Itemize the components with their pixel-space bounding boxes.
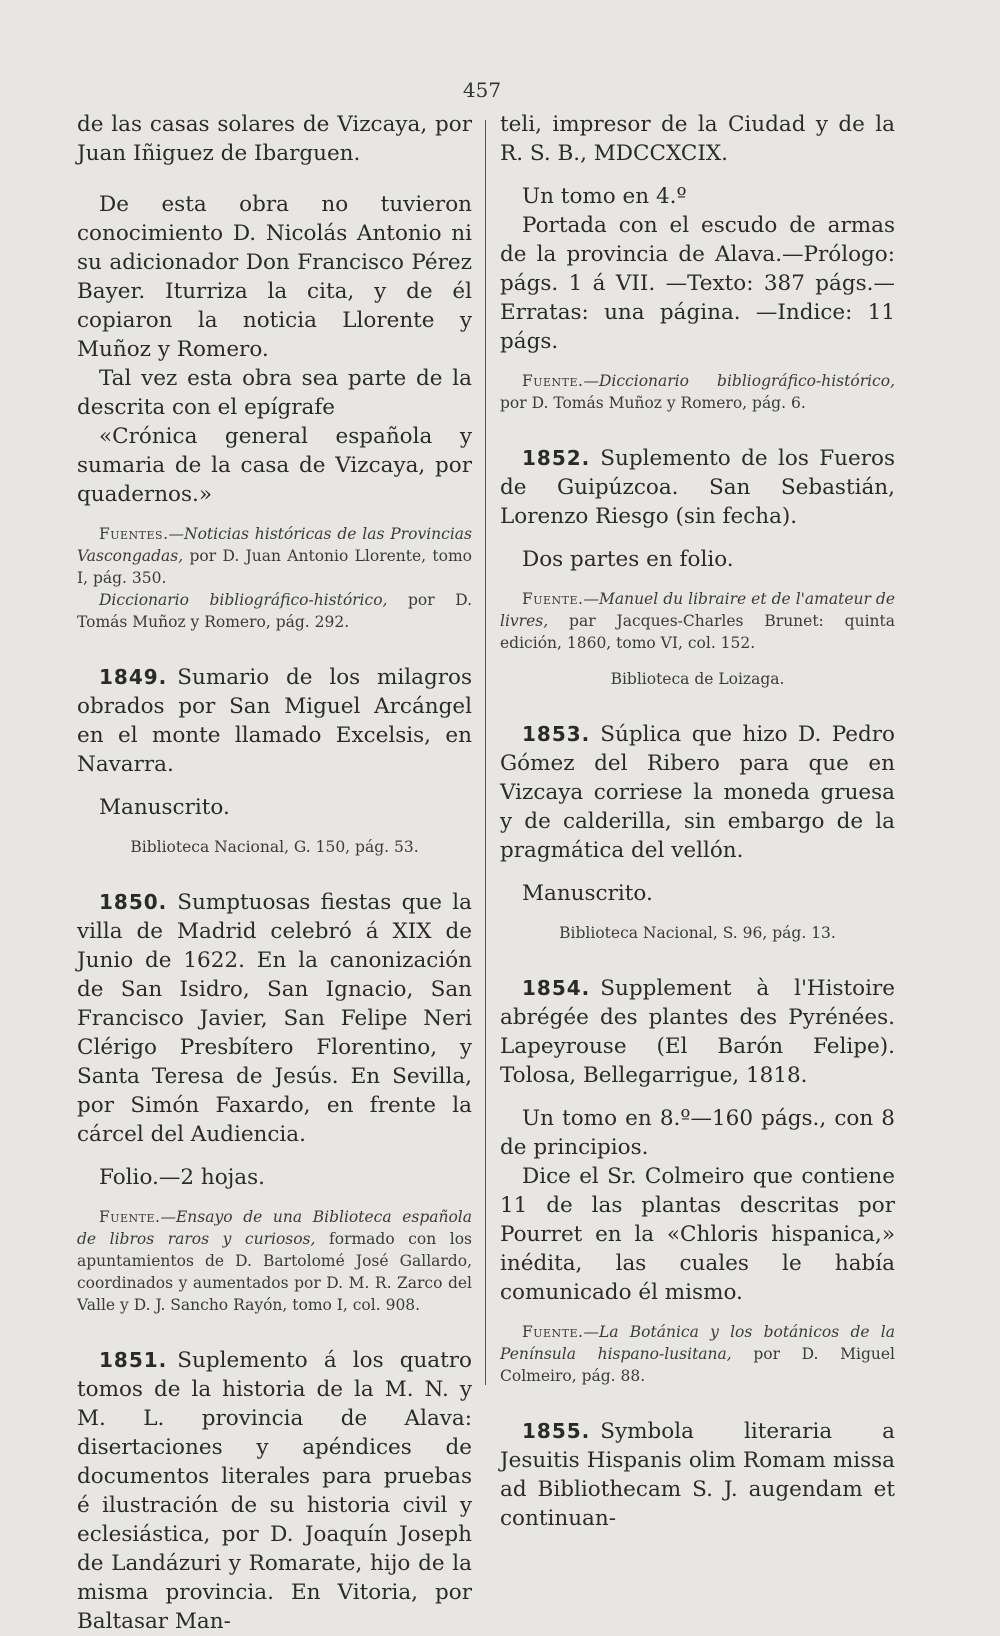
source-label: Fuentes. (99, 525, 169, 543)
source-label: Fuente. (522, 372, 584, 390)
source-title: —Ensayo de una Biblioteca española de libros raros y curiosos, (77, 1208, 472, 1248)
entry-format: Folio.—2 hojas. (99, 1165, 265, 1190)
source-note: Fuente.—Manuel du libraire et de l'amateur de livres, par Jacques-Charles Brunet: quinta edición, 1860, tomo VI, col. 152. (500, 590, 895, 652)
source-label: Fuente. (522, 1323, 584, 1341)
entry-format: Dos partes en folio. (522, 547, 734, 572)
entry-number: 1855. (522, 1419, 591, 1443)
entry-number: 1852. (522, 446, 591, 470)
entry-1855: 1855. Symbola literaria a Jesuitis Hispanis olim Romam missa ad Bibliothecam S. J. augendam et continuan- (500, 1419, 895, 1531)
source-label: Fuente. (99, 1208, 161, 1226)
source-title: —Diccionario bibliográfico-histórico, (583, 372, 895, 390)
column-divider (485, 120, 486, 1385)
entry-number: 1849. (99, 665, 168, 689)
entry-format: Manuscrito. (99, 795, 230, 820)
source-note: Fuente.—La Botánica y los botánicos de la Península hispano-lusitana, por D. Miguel Colmeiro, pág. 88. (500, 1323, 895, 1385)
entry-1853: 1853. Súplica que hizo D. Pedro Gómez del Ribero para que en Vizcaya corriese la moneda gruesa y de calderilla, sin embargo de la pragmática del vellón. (500, 722, 895, 863)
paragraph: de las casas solares de Vizcaya, por Juan Iñiguez de Ibarguen. (77, 112, 472, 166)
entry-number: 1854. (522, 976, 591, 1000)
paragraph: De esta obra no tuvieron conocimiento D. Nicolás Antonio ni su adicionador Don Francisco Pérez Bayer. Iturriza la cita, y de él copiaron la noticia Llorente y Muñoz y Romero. (77, 192, 472, 362)
paragraph: Portada con el escudo de armas de la provincia de Alava.—Prólogo: págs. 1 á VII. —Texto: 387 págs.—Erratas: una página. —Indice: 11 págs. (500, 213, 895, 354)
entry-format: Manuscrito. (522, 881, 653, 906)
library-note: Biblioteca Nacional, G. 150, pág. 53. (130, 838, 419, 856)
entry-number: 1851. (99, 1348, 168, 1372)
source-label: Fuente. (522, 590, 584, 608)
source-note: Fuentes.—Noticias históricas de las Provincias Vascongadas, por D. Juan Antonio Llorente, tomo I, pág. 350. (77, 525, 472, 587)
page-number: 457 (462, 78, 502, 102)
source-note: Fuente.—Ensayo de una Biblioteca española de libros raros y curiosos, formado con los apuntamientos de D. Bartolomé José Gallardo, coordinados y aumentados por D. M. R. Zarco del Valle y D. J. Sancho Rayón, tomo I, col. 908. (77, 1208, 472, 1314)
source-note: Fuente.—Diccionario bibliográfico-histórico, por D. Tomás Muñoz y Romero, pág. 6. (500, 372, 895, 412)
entry-1852: 1852. Suplemento de los Fueros de Guipúzcoa. San Sebastián, Lorenzo Riesgo (sin fecha). (500, 446, 895, 529)
paragraph: Tal vez esta obra sea parte de la descrita con el epígrafe (77, 366, 472, 420)
quoted-title: «Crónica general española y sumaria de la casa de Vizcaya, por quadernos.» (77, 424, 472, 507)
entry-1850: 1850. Sumptuosas fiestas que la villa de Madrid celebró á XIX de Junio de 1622. En la canonización de San Isidro, San Ignacio, San Francisco Javier, San Felipe Neri Clérigo Presbítero Florentino, y Santa Teresa de Jesús. En Sevilla, por Simón Faxardo, en frente la cárcel del Audiencia. (77, 890, 472, 1147)
source-title: —Manuel du libraire et de l'amateur de livres, (500, 590, 895, 630)
paragraph: Dice el Sr. Colmeiro que contiene 11 de las plantas descritas por Pourret en la «Chloris hispanica,» inédita, las cuales le había comunicado él mismo. (500, 1164, 895, 1305)
source-note: Diccionario bibliográfico-histórico, por D. Tomás Muñoz y Romero, pág. 292. (77, 591, 472, 631)
library-note: Biblioteca de Loizaga. (610, 670, 785, 688)
source-title: Diccionario bibliográfico-histórico, (99, 591, 388, 609)
entry-number: 1853. (522, 722, 591, 746)
entry-number: 1850. (99, 890, 168, 914)
entry-format: Un tomo en 8.º—160 págs., con 8 de principios. (500, 1106, 895, 1160)
paragraph: teli, impresor de la Ciudad y de la R. S. B., MDCCXCIX. (500, 112, 895, 166)
left-column (77, 110, 472, 1636)
entry-1851: 1851. Suplemento á los quatro tomos de la historia de la M. N. y M. L. provincia de Alava: disertaciones y apéndices de documentos literales para pruebas é ilustración de su historia civil y eclesiástica, por D. Joaquín Joseph de Landázuri y Romarate, hijo de la misma provincia. En Vitoria, por Baltasar Man- (77, 1348, 472, 1634)
library-note: Biblioteca Nacional, S. 96, pág. 13. (559, 924, 836, 942)
source-title: —La Botánica y los botánicos de la Península hispano-lusitana, (500, 1323, 895, 1363)
right-column (500, 110, 895, 1533)
source-title: —Noticias históricas de las Provincias Vascongadas, (77, 525, 472, 565)
entry-1854: 1854. Supplement à l'Histoire abrégée des plantes des Pyrénées. Lapeyrouse (El Barón Felipe). Tolosa, Bellegarrigue, 1818. (500, 976, 895, 1088)
entry-format: Un tomo en 4.º (522, 184, 687, 209)
entry-1849: 1849. Sumario de los milagros obrados por San Miguel Arcángel en el monte llamado Excelsis, en Navarra. (77, 665, 472, 777)
